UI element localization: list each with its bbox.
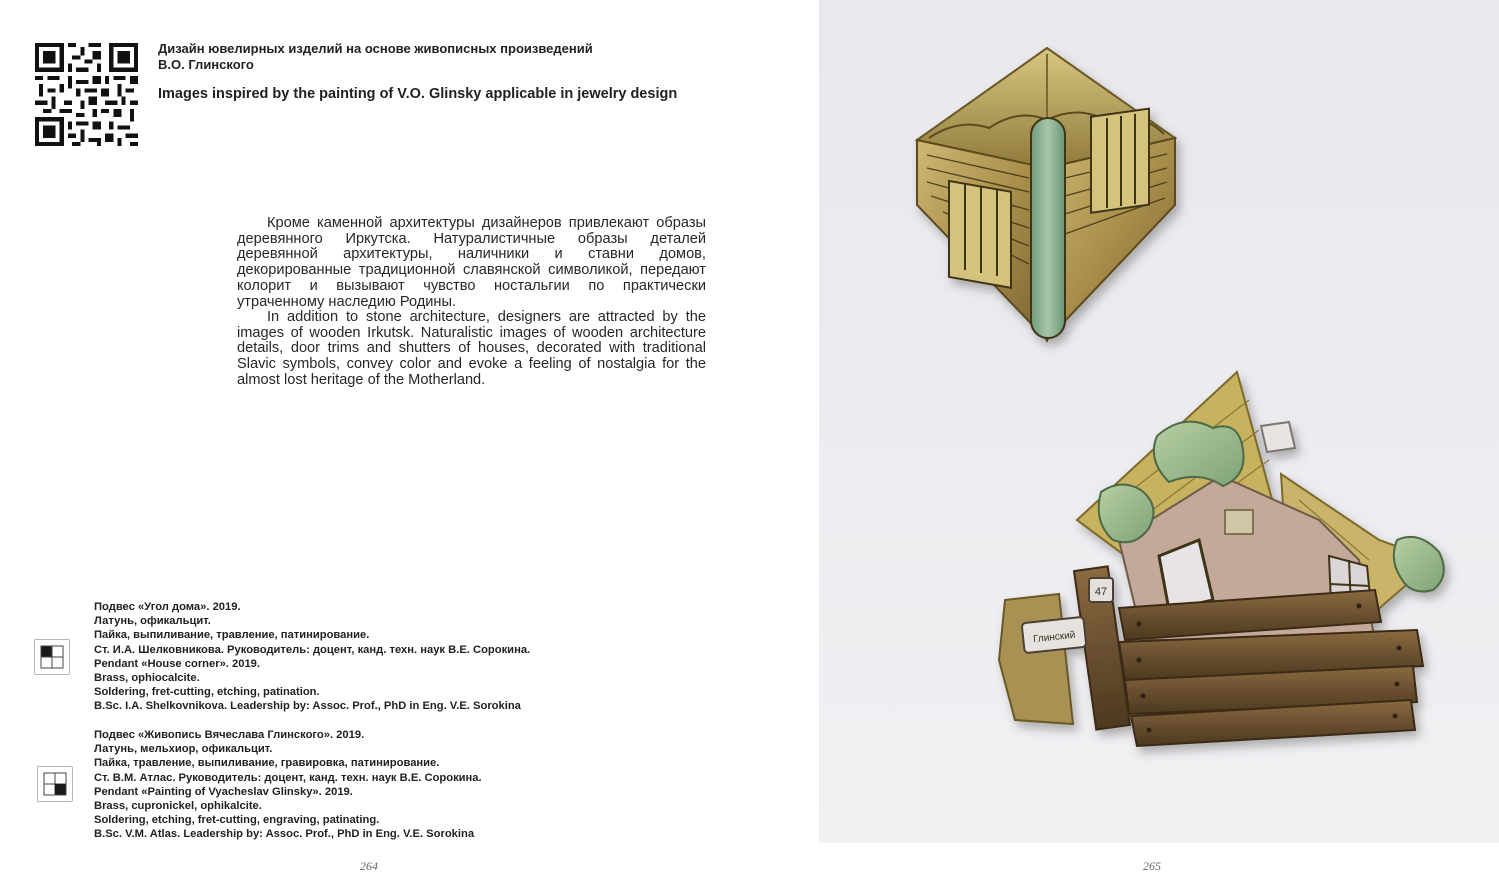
caption-line: Пайка, выпиливание, травление, патинирование.	[94, 629, 370, 642]
caption-line: Pendant «House corner». 2019.	[94, 657, 261, 670]
caption-line: B.Sc. I.A. Shelkovnikova. Leadership by: Assoc. Prof., PhD in Eng. V.E. Sorokina	[94, 700, 521, 713]
caption-line: Подвес «Живопись Вячеслава Глинского». 2019.	[94, 729, 365, 741]
caption-line: Soldering, etching, fret-cutting, engraving, patinating.	[94, 814, 380, 827]
position-top-left-icon	[34, 639, 70, 675]
caption-line: Пайка, травление, выпиливание, гравировка, патинирование.	[94, 757, 440, 770]
page-number-left: 264	[360, 859, 378, 873]
house-number: 47	[1094, 586, 1108, 598]
title-ru-line-2: В.О. Глинского	[158, 57, 254, 72]
qr-code-icon[interactable]	[35, 42, 138, 147]
title-russian	[158, 41, 758, 73]
caption-line: Brass, cupronickel, ophikalcite.	[94, 800, 262, 813]
caption-line: Brass, ophiocalcite.	[94, 672, 200, 685]
caption-line: B.Sc. V.M. Atlas. Leadership by: Assoc. Prof., PhD in Eng. V.E. Sorokina	[94, 828, 475, 841]
page-number-right: 265	[1143, 859, 1161, 873]
caption-line: Подвес «Угол дома». 2019.	[94, 601, 241, 613]
caption-line: Латунь, офикальцит.	[94, 615, 211, 628]
right-page	[819, 0, 1499, 871]
caption-line: Pendant «Painting of Vyacheslav Glinsky». 2019.	[94, 785, 353, 798]
position-bottom-right-icon	[37, 766, 73, 802]
nameplate-text: Глинский	[1032, 629, 1076, 646]
article-title	[158, 41, 758, 103]
body-paragraph-english: In addition to stone architecture, designers are attracted by the images of wooden Irkutsk. Naturalistic images of wooden architecture details, door trims and shutters of houses, decorated with traditional Slavic symbols, convey color and evoke a feeling of nostalgia for the almost lost heritage of the Motherland.	[237, 309, 706, 388]
house-corner-pendant-illustration	[819, 0, 1499, 843]
jewelry-photo	[819, 0, 1499, 843]
caption-line: Ст. И.А. Шелковникова. Руководитель: доцент, канд. техн. наук В.Е. Сорокина.	[94, 643, 531, 656]
caption-line: Soldering, fret-cutting, etching, patination.	[94, 686, 320, 699]
caption-pendant-painting-glinsky	[94, 728, 654, 842]
caption-line: Ст. В.М. Атлас. Руководитель: доцент, канд. техн. наук В.Е. Сорокина.	[94, 771, 482, 784]
caption-pendant-house-corner	[94, 600, 654, 714]
body-paragraph-russian: Кроме каменной архитектуры дизайнеров привлекают образы деревянного Иркутска. Натуралистичные образы деталей деревянной архитектуры, наличники и ставни домов, декорированные традиционной славянской символикой, передают колорит и вызывают чувство ностальгии по практически утраченному наследию Родины.	[237, 215, 706, 310]
caption-line: Латунь, мельхиор, офикальцит.	[94, 743, 273, 756]
title-english: Images inspired by the painting of V.O. Glinsky applicable in jewelry design	[158, 86, 678, 102]
title-ru-line-1: Дизайн ювелирных изделий на основе живописных произведений	[158, 41, 593, 56]
